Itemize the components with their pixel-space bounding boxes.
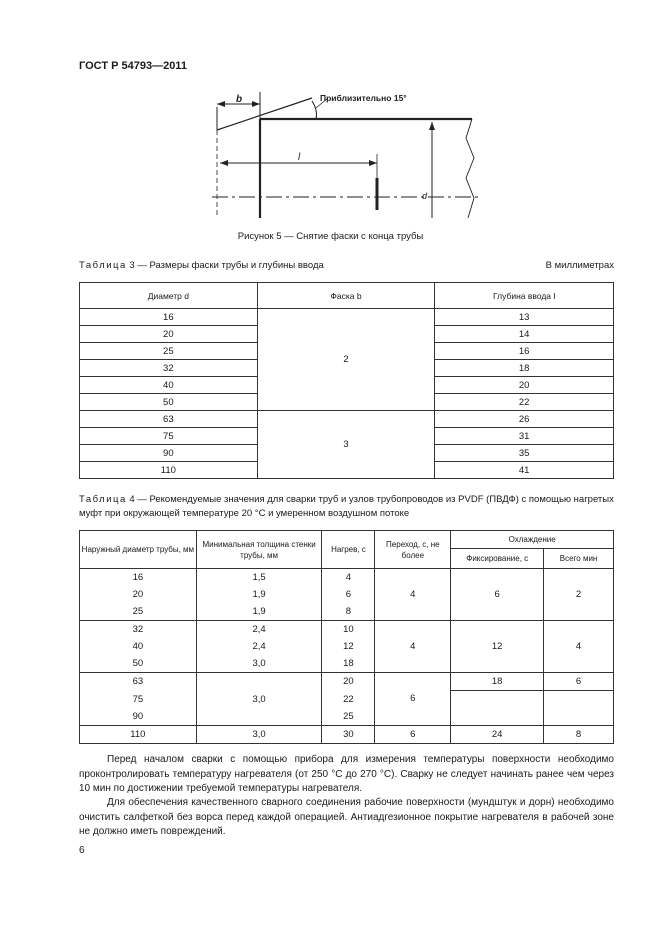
table3-caption-text: 3 — Размеры фаски трубы и глубины ввода: [129, 260, 324, 271]
table3-header-depth: Глубина ввода l: [435, 283, 614, 309]
table-cell: 20: [80, 326, 258, 343]
table-row: [80, 621, 614, 639]
table-cell: 18: [322, 655, 375, 673]
table-cell: 4: [544, 621, 614, 673]
document-number: ГОСТ Р 54793—2011: [79, 60, 187, 72]
table4-header-transition: Переход, с, не более: [375, 531, 451, 569]
table-cell: 32: [80, 621, 197, 639]
table-cell: 16: [80, 309, 258, 326]
table-cell: [544, 691, 614, 726]
table-cell: 32: [80, 360, 258, 377]
table4-header-thickness: Минимальная толщина стенки трубы, мм: [196, 531, 322, 569]
table-cell: 63: [80, 673, 197, 691]
table-cell: 20: [435, 377, 614, 394]
table-cell: 4: [322, 569, 375, 587]
table-cell: 6: [375, 725, 451, 743]
table-cell: [451, 691, 544, 726]
table-cell: 50: [80, 394, 258, 411]
table-cell: 35: [435, 445, 614, 462]
table-cell: 3,0: [196, 691, 322, 708]
table-cell: 16: [80, 569, 197, 587]
table-cell: 22: [322, 691, 375, 708]
table-cell: 20: [80, 586, 197, 603]
figure-caption: Рисунок 5 — Снятие фаски с конца трубы: [237, 231, 424, 242]
table-cell: 6: [451, 569, 544, 621]
table-cell: 25: [80, 603, 197, 621]
paragraph-heater-check: Перед началом сварки с помощью прибора для измерения температуры поверхности необходимо проконтролировать температуру нагревателя (от 250 °С до 270 °С). Сварку не следует начинать ранее чем через 10 мин по достижении требуемой температуры нагревателя.: [79, 754, 614, 794]
table-cell: 6: [322, 586, 375, 603]
table-cell: 75: [80, 428, 258, 445]
chamfer-figure: [80, 86, 540, 226]
table-cell: 3,0: [196, 655, 322, 673]
table-cell: 1,5: [196, 569, 322, 587]
table4-caption-text: 4 — Рекомендуемые значения для сварки труб и узлов трубопроводов из PVDF (ПВДФ) с помощью нагретых муфт при окружающей температуре 20 °С и умеренном воздушном потоке: [79, 494, 614, 519]
table-cell: 1,9: [196, 603, 322, 621]
table-cell: 14: [435, 326, 614, 343]
table3-units: В миллиметрах: [545, 260, 614, 271]
table-cell: 24: [451, 725, 544, 743]
table-row: [80, 725, 614, 743]
table-cell: 31: [435, 428, 614, 445]
table-cell: 26: [435, 411, 614, 428]
table-row: [80, 673, 614, 691]
table-cell: 3,0: [196, 725, 322, 743]
table-cell: 30: [322, 725, 375, 743]
table-cell: 20: [322, 673, 375, 691]
table4-caption-word: Таблица: [79, 494, 127, 505]
table-cell: 6: [544, 673, 614, 691]
table-cell: 75: [80, 691, 197, 708]
page-number: 6: [79, 845, 85, 856]
table-cell: 18: [451, 673, 544, 691]
label-b: b: [236, 94, 243, 105]
table-cell: 10: [322, 621, 375, 639]
table-cell: 8: [544, 725, 614, 743]
table-cell: 63: [80, 411, 258, 428]
table-row: [80, 411, 614, 428]
table-cell: 110: [80, 725, 197, 743]
table-cell: 18: [435, 360, 614, 377]
label-l: l: [298, 152, 301, 163]
table-cell: 2,4: [196, 638, 322, 655]
table-cell: 2,4: [196, 621, 322, 639]
table-cell: 40: [80, 377, 258, 394]
table-cell: 16: [435, 343, 614, 360]
table-cell: 12: [322, 638, 375, 655]
table-cell: 8: [322, 603, 375, 621]
table-cell: 90: [80, 708, 197, 726]
table-cell: 3: [257, 411, 435, 479]
table-cell: [196, 708, 322, 726]
table3-caption-word: Таблица: [79, 260, 127, 271]
angle-label: Приблизительно 15°: [320, 93, 407, 103]
table3-header-diameter: Диаметр d: [80, 283, 258, 309]
table-row: [80, 691, 614, 708]
table4-header-cooling: Охлаждение: [451, 531, 614, 549]
table3-header-chamfer: Фаска b: [257, 283, 435, 309]
table3-caption: [79, 260, 324, 271]
table-cell: 1,9: [196, 586, 322, 603]
table-cell: 12: [451, 621, 544, 673]
table-cell: 4: [375, 621, 451, 673]
table-cell: 22: [435, 394, 614, 411]
table-cell: 2: [544, 569, 614, 621]
table4: [79, 530, 614, 744]
table-cell: 2: [257, 309, 435, 411]
paragraph-surface-cleaning: Для обеспечения качественного сварного соединения рабочие поверхности (мундштук и дорн) необходимо очистить салфеткой без ворса перед каждой операцией. Антиадгезионное покрытие нагревателя в рабочей зоне не должно иметь повреждений.: [79, 797, 614, 837]
table-cell: 41: [435, 462, 614, 479]
table-cell: 25: [322, 708, 375, 726]
table4-header-total: Всего мин: [544, 549, 614, 569]
table4-header-heating: Нагрев, с: [322, 531, 375, 569]
table-cell: [196, 673, 322, 691]
table-cell: 90: [80, 445, 258, 462]
table-cell: 13: [435, 309, 614, 326]
table-row: [80, 569, 614, 587]
table3: [79, 282, 614, 479]
table-cell: 40: [80, 638, 197, 655]
table4-caption: [79, 493, 614, 521]
table4-header-fixing: Фиксирование, с: [451, 549, 544, 569]
table-row: [80, 309, 614, 326]
table-cell: 4: [375, 569, 451, 621]
table-cell: 50: [80, 655, 197, 673]
table4-header-diameter: Наружный диаметр трубы, мм: [80, 531, 197, 569]
table-cell: 110: [80, 462, 258, 479]
label-d: d: [422, 191, 428, 201]
table-cell: 6: [375, 673, 451, 726]
table-cell: 25: [80, 343, 258, 360]
